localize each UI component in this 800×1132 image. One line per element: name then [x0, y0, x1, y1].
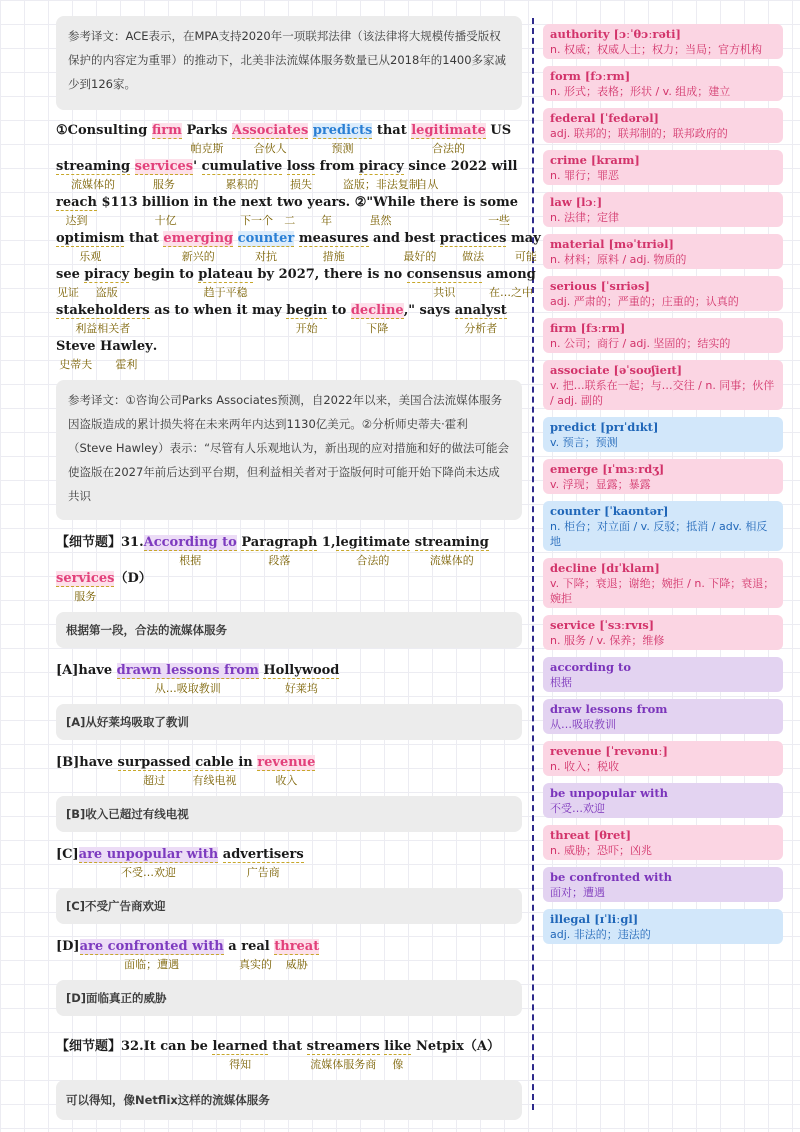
vocab-definition: 不受…欢迎: [550, 802, 605, 815]
vocab-card: [543, 909, 783, 944]
word-text: predicts: [312, 123, 373, 138]
text-segment: ①Consulting: [56, 123, 152, 138]
vocab-term: material [məˈtɪriəl]: [550, 237, 674, 251]
gloss-text: 面临；遭遇: [124, 958, 180, 971]
vocab-term: according to: [550, 660, 631, 674]
gloss-text: 帕克斯: [190, 142, 224, 155]
word-text: Associates: [232, 123, 309, 138]
vocab-card: [543, 276, 783, 311]
passage-line: [56, 122, 522, 158]
option-c: [56, 846, 522, 882]
option-a: [56, 662, 522, 698]
question-stem-translation: 根据第一段，合法的流媒体服务: [56, 612, 522, 648]
gloss-text: 乐观: [79, 250, 102, 263]
annotated-word: [117, 754, 191, 787]
word-text: streamers: [306, 1039, 380, 1054]
option-a-translation: [A]从好莱坞吸取了教训: [56, 704, 522, 740]
gloss-text: 开始: [295, 322, 318, 335]
vocab-card: [543, 501, 783, 551]
annotated-word: [56, 302, 150, 335]
word-text: revenue: [257, 755, 316, 770]
vocab-card: [543, 741, 783, 776]
passage-column: [56, 16, 541, 1120]
question-stem-line: [56, 570, 522, 606]
word-text: Hawley: [100, 339, 153, 354]
gloss-text: 收入: [275, 774, 298, 787]
annotated-word: [222, 846, 304, 879]
gloss-text: 预测: [331, 142, 354, 155]
vocab-card: [543, 657, 783, 692]
word-text: measures: [298, 231, 369, 246]
annotated-word: [240, 194, 274, 227]
word-text: analyst: [454, 303, 507, 318]
word-text: real: [241, 939, 270, 954]
vocab-card: [543, 318, 783, 353]
option-b-translation: [B]收入已超过有线电视: [56, 796, 522, 832]
option-b: [56, 754, 522, 790]
word-text: streaming: [414, 535, 489, 550]
annotated-word: [335, 534, 411, 567]
word-text: two: [276, 195, 303, 210]
word-text: Steve: [56, 339, 96, 354]
annotated-word: [56, 194, 97, 227]
word-text: services: [56, 571, 115, 586]
word-text: billion: [142, 195, 190, 210]
passage-line: [56, 194, 522, 230]
text-segment: and: [368, 231, 405, 246]
gloss-text: 流媒体的: [71, 178, 116, 191]
word-text: threat: [274, 939, 320, 954]
gloss-text: 不受…欢迎: [120, 866, 176, 879]
text-segment: 2022 will: [446, 159, 518, 174]
vocab-card: [543, 558, 783, 608]
vocab-term: serious [ˈsɪriəs]: [550, 279, 650, 293]
vocab-term: service [ˈsɜːrvɪs]: [550, 618, 655, 632]
text-segment: 【细节题】31.: [56, 535, 144, 550]
annotated-word: [186, 122, 228, 155]
gloss-text: 利益相关者: [75, 322, 131, 335]
vocab-definition: n. 罪行；罪恶: [550, 169, 619, 182]
word-text: best: [404, 231, 436, 246]
annotated-word: [237, 230, 295, 263]
vocab-term: be confronted with: [550, 870, 673, 884]
vocab-definition: v. 下降；衰退；谢绝；婉拒 / n. 下降；衰退；婉拒: [550, 577, 775, 605]
annotated-word: [384, 1038, 412, 1071]
vocab-term: be unpopular with: [550, 786, 669, 800]
gloss-text: 段落: [268, 554, 291, 567]
word-text: advertisers: [222, 847, 304, 862]
gloss-text: 下一个: [240, 214, 274, 227]
gloss-text: 二: [284, 214, 296, 227]
vocab-term: form [fɔːrm]: [550, 69, 631, 83]
vocab-definition: v. 浮现；显露；暴露: [550, 478, 651, 491]
gloss-text: 真实的: [238, 958, 272, 971]
gloss-text: 累积的: [225, 178, 259, 191]
vocab-definition: n. 材料；原料 / adj. 物质的: [550, 253, 687, 266]
vocab-card: [543, 699, 783, 734]
annotated-word: [408, 158, 447, 191]
word-text: stakeholders: [56, 303, 150, 318]
option-d-translation: [D]面临真正的威胁: [56, 980, 522, 1016]
text-segment: a: [223, 939, 242, 954]
text-segment: from: [319, 159, 355, 174]
text-segment: that: [372, 123, 412, 138]
annotated-word: [232, 122, 309, 155]
text-segment: that: [124, 231, 164, 246]
word-text: like: [384, 1039, 412, 1054]
gloss-text: 合法的: [432, 142, 466, 155]
annotated-word: [276, 194, 303, 227]
word-text: some: [480, 195, 519, 210]
gloss-text: 像: [392, 1058, 404, 1071]
vocab-card: [543, 192, 783, 227]
annotated-word: [306, 1038, 380, 1071]
annotated-word: [56, 158, 131, 191]
word-text: cumulative: [201, 159, 283, 174]
vocab-term: federal [ˈfedərəl]: [550, 111, 659, 125]
gloss-text: 新兴的: [181, 250, 215, 263]
gloss-text: 得知: [229, 1058, 252, 1071]
annotated-word: [56, 230, 125, 263]
text-segment: $113: [96, 195, 143, 210]
word-text: are confronted with: [79, 939, 224, 954]
vocab-card: [543, 66, 783, 101]
gloss-text: 流媒体服务商: [310, 1058, 377, 1071]
annotated-word: [345, 194, 416, 227]
vocab-definition: adj. 联邦的；联邦制的；联邦政府的: [550, 127, 728, 140]
vocab-definition: 根据: [550, 676, 572, 689]
gloss-text: 服务: [152, 178, 175, 191]
annotated-word: [116, 662, 259, 695]
gloss-text: 威胁: [285, 958, 308, 971]
vocab-term: law [lɔː]: [550, 195, 603, 209]
annotated-passage: [56, 122, 541, 372]
text-segment: [B]have: [56, 755, 118, 770]
word-text: streaming: [56, 159, 131, 174]
vocab-card: [543, 234, 783, 269]
annotated-word: [511, 230, 541, 263]
text-segment: （D）: [114, 571, 152, 586]
annotated-word: [350, 302, 404, 335]
gloss-text: 对抗: [254, 250, 277, 263]
vocab-definition: n. 形式；表格；形状 / v. 组成；建立: [550, 85, 731, 98]
vocab-term: threat [θret]: [550, 828, 632, 842]
vocab-definition: n. 服务 / v. 保养；维修: [550, 634, 665, 647]
annotated-word: [403, 230, 437, 263]
gloss-text: 达到: [65, 214, 88, 227]
annotated-word: [100, 338, 153, 371]
text-segment: ': [193, 159, 202, 174]
text-segment: that: [267, 1039, 307, 1054]
vocab-term: firm [fɜːrm]: [550, 321, 626, 335]
word-text: learned: [212, 1039, 268, 1054]
gloss-text: 在…之中: [489, 286, 534, 299]
question-32: [56, 1038, 522, 1120]
word-text: . ②"While: [345, 195, 416, 210]
annotated-word: [263, 662, 340, 695]
gloss-text: 分析者: [464, 322, 498, 335]
text-segment: as to when it may: [149, 303, 287, 318]
word-text: optimism: [56, 231, 125, 246]
text-segment: ," says: [403, 303, 455, 318]
annotated-word: [411, 122, 486, 155]
annotated-word: [307, 194, 346, 227]
translation-block: 参考译文：ACE表示，在MPA支持2020年一项联邦法律（该法律将大规模传播受版权保护的内容定为重罪）的推动下，北美非法流媒体服务数量已从2018年的1400多家减少到126家。: [56, 16, 522, 110]
vocab-card: [543, 867, 783, 902]
word-text: plateau: [198, 267, 253, 282]
annotated-word: [286, 158, 316, 191]
text-segment: to: [327, 303, 351, 318]
column-divider: [532, 18, 534, 1110]
annotated-word: [163, 230, 234, 263]
vocab-card: [543, 417, 783, 452]
gloss-text: 可能: [514, 250, 537, 263]
text-segment: [A]have: [56, 663, 117, 678]
word-text: firm: [151, 123, 182, 138]
gloss-text: 年: [320, 214, 332, 227]
vocab-term: draw lessons from: [550, 702, 668, 716]
vocabulary-sidebar: [543, 24, 783, 951]
text-segment: 【细节题】32.It can be: [56, 1039, 213, 1054]
vocab-definition: n. 公司；商行 / adj. 坚固的；结实的: [550, 337, 731, 350]
gloss-text: 自从: [416, 178, 439, 191]
gloss-text: 盗版；非法复制: [342, 178, 420, 191]
annotated-word: [406, 266, 482, 299]
vocab-term: emerge [ɪˈmɜːrdʒ]: [550, 462, 665, 476]
text-segment: .: [152, 339, 158, 354]
gloss-text: 从…吸取教训: [154, 682, 221, 695]
word-text: emerging: [163, 231, 234, 246]
annotated-word: [286, 302, 328, 335]
vocab-definition: 面对；遭遇: [550, 886, 605, 899]
annotated-word: [257, 754, 316, 787]
word-text: Paragraph: [241, 535, 318, 550]
word-text: see: [56, 267, 80, 282]
option-d: [56, 938, 522, 974]
word-text: among: [486, 267, 536, 282]
question-stem-translation: 可以得知，像Netflix这样的流媒体服务: [56, 1080, 522, 1120]
vocab-definition: adj. 严肃的；严重的；庄重的；认真的: [550, 295, 739, 308]
question-stem-line: [56, 534, 522, 570]
word-text: may: [511, 231, 541, 246]
vocab-card: [543, 108, 783, 143]
question-31: [56, 534, 522, 1016]
word-text: begin: [286, 303, 328, 318]
vocab-definition: adj. 非法的；违法的: [550, 928, 651, 941]
annotated-word: [84, 266, 130, 299]
text-segment: by 2027, there is no: [252, 267, 407, 282]
passage-line: [56, 266, 536, 302]
annotated-word: [198, 266, 253, 299]
text-segment: 1,: [317, 535, 336, 550]
gloss-text: 见证: [56, 286, 79, 299]
annotated-word: [298, 230, 369, 263]
vocab-card: [543, 24, 783, 59]
vocab-card: [543, 150, 783, 185]
annotated-word: [143, 534, 237, 567]
word-text: drawn lessons from: [116, 663, 259, 678]
annotated-word: [56, 338, 96, 371]
gloss-text: 盗版: [95, 286, 118, 299]
gloss-text: 十亿: [154, 214, 177, 227]
annotated-word: [201, 158, 283, 191]
annotated-word: [192, 754, 237, 787]
annotated-word: [454, 302, 507, 335]
annotated-word: [56, 266, 80, 299]
vocab-card: [543, 615, 783, 650]
word-text: legitimate: [411, 123, 486, 138]
vocab-card: [543, 360, 783, 410]
text-segment: [C]: [56, 847, 79, 862]
annotated-word: [212, 1038, 268, 1071]
gloss-text: 根据: [179, 554, 202, 567]
vocab-term: associate [əˈsoʊʃieɪt]: [550, 363, 683, 377]
text-segment: US: [485, 123, 512, 138]
vocab-definition: 从…吸取教训: [550, 718, 616, 731]
gloss-text: 做法: [462, 250, 485, 263]
text-segment: Netpix（A）: [411, 1039, 500, 1054]
vocab-term: decline [dɪˈklaɪn]: [550, 561, 660, 575]
annotated-word: [241, 534, 318, 567]
vocab-definition: n. 权威；权威人士；权力；当局；官方机构: [550, 43, 762, 56]
gloss-text: 超过: [143, 774, 166, 787]
word-text: are unpopular with: [78, 847, 219, 862]
vocab-card: [543, 783, 783, 818]
passage-line: [56, 158, 522, 194]
annotated-word: [238, 938, 272, 971]
annotated-word: [486, 266, 536, 299]
gloss-text: 虽然: [369, 214, 392, 227]
text-segment: in: [233, 755, 258, 770]
gloss-text: 趋于平稳: [203, 286, 248, 299]
vocab-term: illegal [ɪˈliːgl]: [550, 912, 639, 926]
word-text: reach: [56, 195, 97, 210]
vocab-term: revenue [ˈrevənuː]: [550, 744, 668, 758]
gloss-text: 好莱坞: [284, 682, 318, 695]
annotated-word: [342, 158, 420, 191]
word-text: loss: [286, 159, 316, 174]
word-text: legitimate: [335, 535, 411, 550]
annotated-word: [414, 534, 489, 567]
vocab-definition: v. 预言；预测: [550, 436, 618, 449]
annotated-word: [312, 122, 373, 155]
word-text: services: [134, 159, 194, 174]
word-text: surpassed: [117, 755, 191, 770]
gloss-text: 有线电视: [192, 774, 237, 787]
gloss-text: 合伙人: [253, 142, 287, 155]
passage-line: [56, 302, 522, 338]
word-text: cable: [195, 755, 234, 770]
gloss-text: 服务: [74, 590, 97, 603]
gloss-text: 一些: [488, 214, 511, 227]
annotated-word: [56, 570, 115, 603]
text-segment: there is: [415, 195, 481, 210]
vocab-card: [543, 459, 783, 494]
vocab-definition: n. 收入；税收: [550, 760, 619, 773]
annotated-word: [274, 938, 320, 971]
word-text: counter: [237, 231, 295, 246]
gloss-text: 合法的: [356, 554, 390, 567]
gloss-text: 下降: [366, 322, 389, 335]
translation-block: 参考译文：①咨询公司Parks Associates预测，自2022年以来，美国合法流媒体服务因盗版造成的累计损失将在未来两年内达到1130亿美元。②分析师史蒂夫·霍利（Steve Hawley）表示：“尽管有人乐观地认为，新出现的应对措施和好的做法可能会使盗版在2027年前后达到平台期，但利益相关者对于盗版何时可能开始下降尚未达成共识: [56, 380, 522, 520]
word-text: piracy: [359, 159, 404, 174]
text-segment: [D]: [56, 939, 80, 954]
text-segment: in the: [189, 195, 241, 210]
vocab-definition: v. 把…联系在一起；与…交往 / n. 同事；伙伴 / adj. 副的: [550, 379, 775, 407]
text-segment: begin to: [129, 267, 199, 282]
word-text: piracy: [84, 267, 130, 282]
gloss-text: 损失: [289, 178, 312, 191]
vocab-term: predict [prɪˈdɪkt]: [550, 420, 659, 434]
vocab-term: counter [ˈkaʊntər]: [550, 504, 669, 518]
gloss-text: 措施: [322, 250, 345, 263]
gloss-text: 广告商: [246, 866, 280, 879]
word-text: consensus: [406, 267, 482, 282]
gloss-text: 最好的: [403, 250, 437, 263]
passage-line: [56, 230, 541, 266]
option-c-translation: [C]不受广告商欢迎: [56, 888, 522, 924]
word-text: Parks: [186, 123, 228, 138]
annotated-word: [439, 230, 507, 263]
word-text: decline: [350, 303, 404, 318]
annotated-word: [78, 846, 219, 879]
vocab-definition: n. 威胁；恐吓；凶兆: [550, 844, 652, 857]
word-text: since: [408, 159, 447, 174]
annotated-word: [79, 938, 224, 971]
passage-line: [56, 338, 522, 372]
word-text: years: [307, 195, 346, 210]
gloss-text: 史蒂夫: [59, 358, 93, 371]
word-text: practices: [439, 231, 507, 246]
vocab-definition: n. 柜台；对立面 / v. 反驳；抵消 / adv. 相反地: [550, 520, 768, 548]
annotated-word: [480, 194, 519, 227]
annotated-word: [134, 158, 194, 191]
vocab-definition: n. 法律；定律: [550, 211, 619, 224]
gloss-text: 流媒体的: [429, 554, 474, 567]
question-stem-line: [56, 1038, 522, 1074]
word-text: next: [240, 195, 273, 210]
annotated-word: [152, 122, 182, 140]
word-text: Hollywood: [263, 663, 340, 678]
gloss-text: 霍利: [115, 358, 138, 371]
annotated-word: [142, 194, 190, 227]
vocab-card: [543, 825, 783, 860]
vocab-term: authority [ɔːˈθɔːrəti]: [550, 27, 681, 41]
word-text: According to: [143, 535, 237, 550]
gloss-text: 共识: [433, 286, 456, 299]
vocab-term: crime [kraɪm]: [550, 153, 640, 167]
